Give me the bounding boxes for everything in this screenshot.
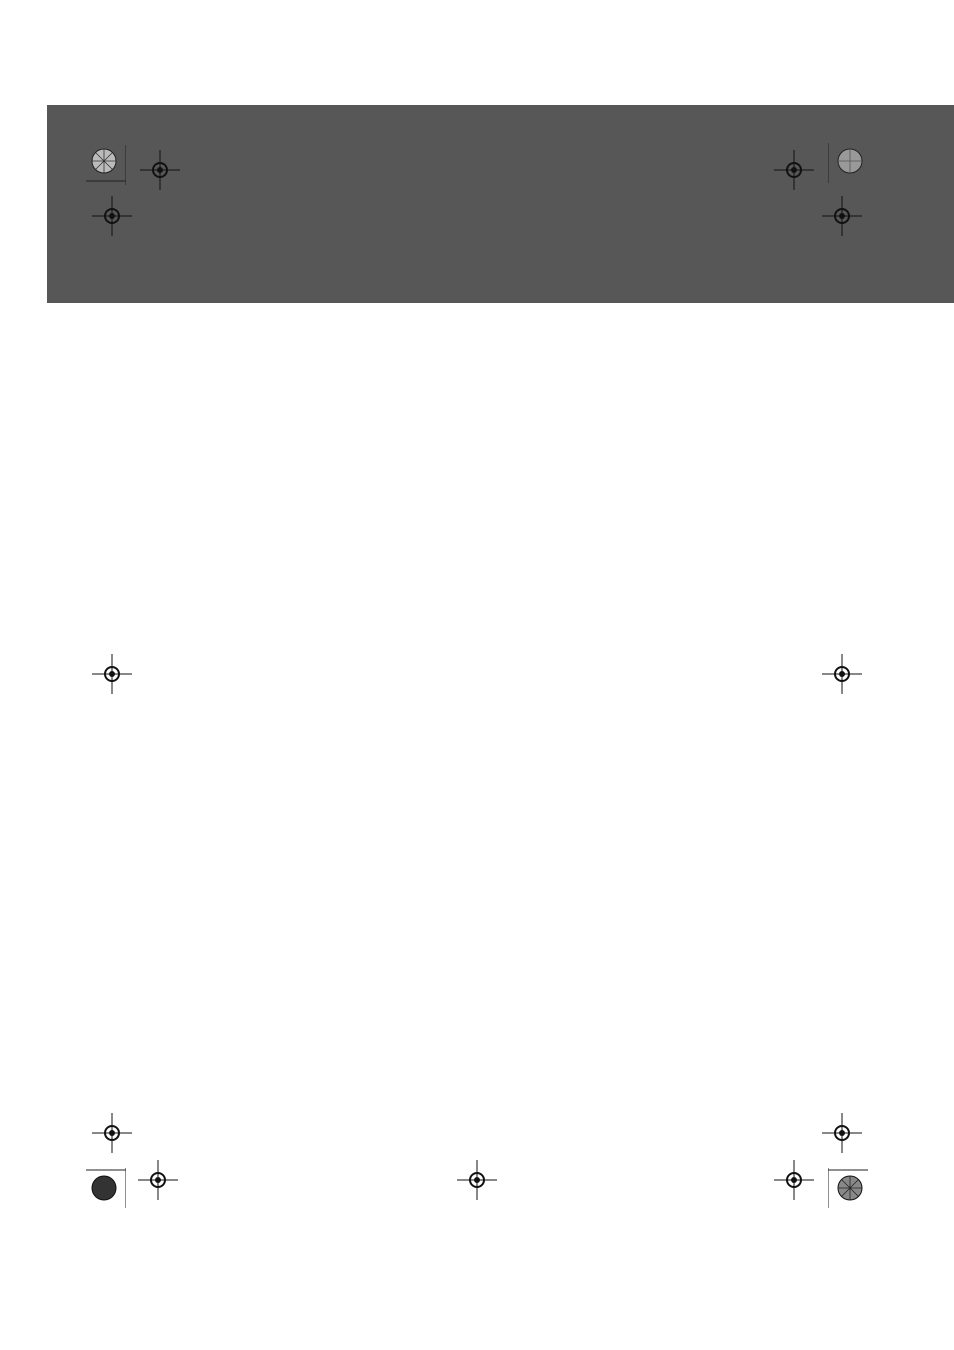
crosshair-icon — [92, 1113, 132, 1153]
color-registration-icon — [828, 1168, 868, 1208]
crosshair-icon — [822, 196, 862, 236]
color-registration-icon — [828, 143, 868, 183]
crosshair-icon — [822, 654, 862, 694]
crosshair-icon — [138, 1160, 178, 1200]
crosshair-icon — [457, 1160, 497, 1200]
header-banner — [47, 105, 954, 303]
crosshair-icon — [774, 150, 814, 190]
crosshair-icon — [92, 654, 132, 694]
crosshair-icon — [774, 1160, 814, 1200]
crosshair-icon — [92, 196, 132, 236]
crosshair-icon — [822, 1113, 862, 1153]
color-registration-icon — [86, 1168, 126, 1208]
color-registration-icon — [86, 145, 126, 185]
crosshair-icon — [140, 150, 180, 190]
